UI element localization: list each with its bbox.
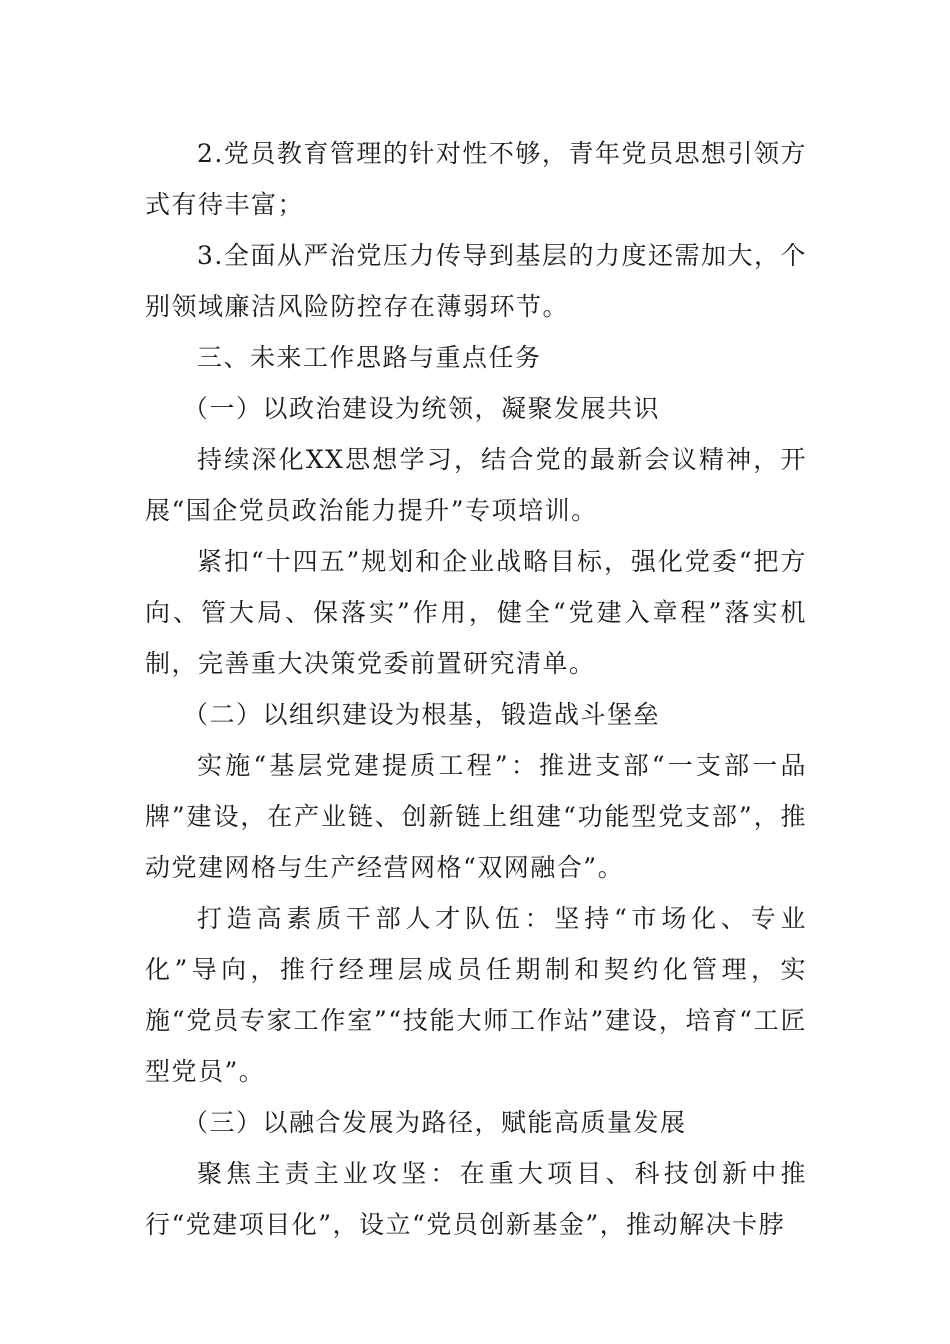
paragraph-political-study: 持续深化XX思想学习，结合党的最新会议精神，开展“国企党员政治能力提升”专项培训。 <box>145 445 807 525</box>
paragraph-core-business: 聚焦主责主业攻坚：在重大项目、科技创新中推行“党建项目化”，设立“党员创新基金”，推动解决卡脖 <box>145 1159 807 1239</box>
paragraph-strategic-goals: 紧扣“十四五”规划和企业战略目标，强化党委“把方向、管大局、保落实”作用，健全“党建入章程”落实机制，完善重大决策党委前置研究清单。 <box>145 547 807 678</box>
subheading-integrated-development: （三）以融合发展为路径，赋能高质量发展 <box>183 1108 687 1137</box>
paragraph-item-2: 2.党员教育管理的针对性不够，青年党员思想引领方式有待丰富； <box>145 139 807 219</box>
subheading-organization-construction: （二）以组织建设为根基，锻造战斗堡垒 <box>183 700 661 729</box>
section-heading-future-work: 三、未来工作思路与重点任务 <box>197 343 542 372</box>
paragraph-item-3: 3.全面从严治党压力传导到基层的力度还需加大，个别领域廉洁风险防控存在薄弱环节。 <box>145 241 807 321</box>
paragraph-talent-team: 打造高素质干部人才队伍：坚持“市场化、专业化”导向，推行经理层成员任期制和契约化管理，实施“党员专家工作室”“技能大师工作站”建设，培育“工匠型党员”。 <box>145 904 807 1086</box>
document-body <box>145 128 807 1250</box>
subheading-political-construction: （一）以政治建设为统领，凝聚发展共识 <box>183 394 661 423</box>
paragraph-grassroots-project: 实施“基层党建提质工程”：推进支部“一支部一品牌”建设，在产业链、创新链上组建“功能型党支部”，推动党建网格与生产经营网格“双网融合”。 <box>145 751 807 882</box>
